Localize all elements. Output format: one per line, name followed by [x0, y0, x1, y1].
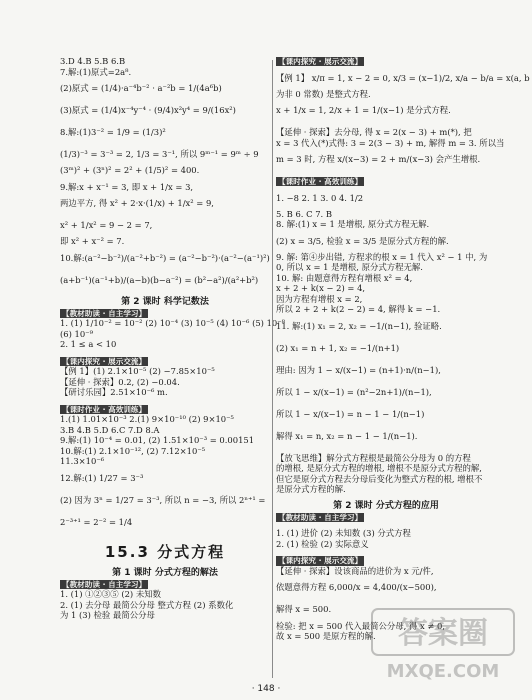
- right-line-18: 所以 2 + 2 + k(2 − 2) = 4, 解得 k = −1.: [276, 304, 441, 314]
- left-line-19: [60, 356, 270, 367]
- left-line-28: 11.3×10⁻⁶: [60, 456, 105, 467]
- left-line-17: (6) 10⁻⁹: [60, 328, 93, 339]
- left-line-27: 10.解:(1) 2.1×10⁻¹², (2) 7.12×10⁻⁵: [60, 445, 206, 456]
- left-line-25: 3.B 4.B 5.D 6.C 7.D 8.A: [60, 424, 160, 435]
- right-line-2: 【例 1】 x/π = 1, x − 2 = 0, x/3 = (x−1)/2, x/a − b/a = x(a, b: [276, 72, 530, 83]
- section-label-box: 【课时作业 · 高效训练】: [62, 404, 147, 414]
- section-label-box: 【课内探究 · 展示交流】: [62, 356, 147, 366]
- right-line-10: 5. B 6. C 7. B: [276, 208, 332, 219]
- left-line-11: 即 x² + x⁻² = 7.: [60, 236, 125, 246]
- right-line-7: m = 3 时, 方程 x/(x−3) = 2 + m/(x−3) 会产生增根.: [276, 154, 481, 164]
- left-line-7: (3ᵐ)² + (3ⁿ)² = 2² + (1/5)² = 400.: [60, 165, 200, 175]
- left-line-35: 1. (1) ①②③⑤ (2) 未知数: [60, 589, 161, 600]
- right-line-26: 的增根, 是原分式方程的增根, 增根不是原分式方程的解,: [276, 463, 482, 473]
- right-line-1: [276, 56, 496, 67]
- left-line-37: 为 1 (3) 检验 最简公分母: [60, 610, 155, 621]
- left-line-30: (2) 因为 3ⁿ = 1/27 = 3⁻³, 所以 n = −3, 所以 2ⁿ⁺¹ =: [60, 494, 266, 505]
- left-line-15: [60, 308, 270, 319]
- right-line-35: 依题意得方程 6,000/x = 4,400/(x−500),: [276, 582, 437, 593]
- left-line-32: 15.3 分式方程: [104, 542, 226, 561]
- right-line-25: 【放飞思维】解分式方程根是最简公分母为 0 的方程: [276, 452, 471, 463]
- right-line-11: 8. 解:(1) x = 1 是增根, 原分式方程无解.: [276, 219, 430, 229]
- right-line-28: 是原分式方程的解.: [276, 484, 346, 494]
- section-label-box: 【教材助读 · 自主学习】: [278, 512, 363, 522]
- right-line-12: (2) x = 3/5, 检验 x = 3/5 是原分式方程的解.: [276, 235, 449, 246]
- left-line-16: 1. (1) 1/10⁻² = 10⁻² (2) 10⁻⁴ (3) 10⁻⁵ (4) 10⁻⁶ (5) 10⁻⁸: [60, 318, 286, 329]
- left-line-13: (a+b⁻¹)(a⁻¹+b)/(a−b)(b−a⁻²) = (b²−a²)/(a²+b²): [60, 274, 259, 285]
- column-divider: [272, 60, 273, 678]
- right-line-15: 10. 解: 由题意得方程有增根 x² = 4,: [276, 272, 413, 283]
- left-line-6: (1/3)⁻³ = 3⁻³ = 2, 1/3 = 3⁻¹, 所以 9ᵐ⁻¹ = 9ᵐ ÷ 9: [60, 149, 259, 159]
- left-line-36: 2. (1) 去分母 最简公分母 整式方程 (2) 系数化: [60, 599, 234, 610]
- right-line-4: x + 1/x = 1, 2/x + 1 = 1/(x−1) 是分式方程.: [276, 105, 451, 115]
- right-line-29: 第 2 课时 分式方程的应用: [333, 500, 439, 511]
- right-line-37: 检验: 把 x = 500 代入最简公分母, 得 x ≠ 0,: [276, 620, 446, 631]
- left-line-1: 3.D 4.B 5.B 6.B: [60, 56, 126, 66]
- page-number: · 148 ·: [251, 684, 281, 694]
- right-line-23: 所以 1 − x/(x−1) = n − 1 − 1/(n−1): [276, 408, 425, 419]
- right-line-36: 解得 x = 500.: [276, 604, 332, 615]
- right-line-33: [276, 555, 496, 566]
- left-line-22: 【研讨乐园】2.51×10⁻⁶ m.: [60, 387, 168, 398]
- right-line-6: x = 3 代入(*)式得: 3 = 2(3 − 3) + m, 解得 m = 3. 所以当: [276, 137, 505, 148]
- right-line-8: [276, 176, 496, 187]
- right-line-31: 1. (1) 进价 (2) 未知数 (3) 分式方程: [276, 528, 411, 539]
- right-line-16: x + 2 + k(x − 2) = 4,: [276, 283, 366, 293]
- right-line-22: 所以 1 − x/(x−1) = (n²−2n+1)/(n−1),: [276, 386, 432, 397]
- right-line-20: (2) x₁ = n + 1, x₂ = −1/(n+1): [276, 342, 400, 353]
- right-column: [276, 56, 530, 642]
- left-line-5: 8.解:(1)3⁻² = 1/9 = (1/3)²: [60, 127, 166, 137]
- right-line-34: 【延伸 · 探索】设该商品的进价为 x 元/件,: [276, 565, 434, 576]
- left-line-10: x² + 1/x² = 9 − 2 = 7,: [60, 220, 153, 230]
- right-line-21: 理由: 因为 1 − x/(x−1) = (n+1)·n/(n−1),: [276, 364, 441, 375]
- right-line-27: 但它是原分式方程去分母后变化为整式方程的根, 增根不: [276, 473, 483, 484]
- left-line-18: 2. 1 ≤ a < 10: [60, 339, 117, 350]
- section-label-box: 【课内探究 · 展示交流】: [278, 556, 363, 566]
- left-line-34: [60, 579, 270, 590]
- left-line-14: 第 2 课时 科学记数法: [121, 296, 209, 307]
- right-line-32: 2. (1) 检验 (2) 实际意义: [276, 538, 369, 549]
- left-line-3: (2)原式 = (1/4)·a⁻⁴b⁻² · a⁻²b = 1/(4a⁶b): [60, 83, 222, 93]
- right-line-13: 9. 解: 第④步出错, 方程求的根 x = 1 代入 x² − 1 中, 为: [276, 251, 488, 262]
- left-line-12: 10.解:(a⁻²−b⁻²)/(a⁻²+b⁻²) = (a⁻²−b⁻²)·(a⁻²−(a⁻¹)²): [60, 252, 270, 263]
- right-line-30: [276, 512, 496, 523]
- left-line-21: 【延伸 · 探索】0.2, (2) −0.04.: [60, 376, 180, 387]
- left-line-29: 12.解:(1) 1/27 = 3⁻³: [60, 472, 144, 483]
- left-column: [60, 56, 286, 621]
- right-line-38: 故 x = 500 是原方程的解.: [276, 631, 376, 642]
- right-line-9: 1. −8 2. 1 3. 0 4. 1/2: [276, 192, 364, 203]
- right-line-14: 0, 所以 x = 1 是增根, 原分式方程无解.: [276, 262, 423, 272]
- watermark-top-text: 答案圈: [398, 616, 488, 651]
- right-line-3: 为非 0 常数) 是整式方程.: [276, 88, 371, 99]
- left-line-4: (3)原式 = (1/4)x⁻⁴y⁻⁴ · (9/4)x²y⁴ = 9/(16x²): [60, 105, 236, 115]
- left-line-26: 9.解:(1) 10⁻⁴ = 0.01, (2) 1.51×10⁻³ = 0.00151: [60, 435, 255, 446]
- left-line-23: [60, 404, 270, 415]
- section-label-box: 【教材助读 · 自主学习】: [62, 579, 147, 589]
- left-line-20: 【例 1】(1) 2.1×10⁻⁵ (2) −7.85×10⁻⁵: [60, 366, 215, 377]
- right-line-19: 11. 解:(1) x₁ = 2, x₂ = −1/(n−1), 验证略.: [276, 320, 442, 331]
- right-line-24: 解得 x₁ = n, x₂ = n − 1 − 1/(n−1).: [276, 430, 418, 441]
- right-line-17: 因为方程有增根 x = 2,: [276, 293, 363, 304]
- left-line-31: 2⁻³⁺¹ = 2⁻² = 1/4: [60, 516, 133, 527]
- left-line-24: 1.(1) 1.01×10⁻³ 2.(1) 9×10⁻¹⁰ (2) 9×10⁻⁵: [60, 414, 234, 425]
- left-line-9: 两边平方, 得 x² + 2·x·(1/x) + 1/x² = 9,: [60, 198, 214, 208]
- watermark-stamp: [368, 605, 518, 685]
- section-label-box: 【教材助读 · 自主学习】: [62, 308, 147, 318]
- watermark-bottom-text: MXQE.COM: [386, 661, 500, 682]
- section-label-box: 【课内探究 · 展示交流】: [278, 57, 363, 66]
- left-line-33: 第 1 课时 分式方程的解法: [112, 567, 218, 578]
- left-line-2: 7.解:(1)原式=2a⁸.: [60, 66, 132, 77]
- left-line-8: 9.解:x + x⁻¹ = 3, 即 x + 1/x = 3,: [60, 181, 194, 192]
- section-label-box: 【课时作业 · 高效训练】: [278, 177, 363, 186]
- right-line-5: 【延伸 · 探索】去分母, 得 x = 2(x − 3) + m(*), 把: [276, 127, 472, 137]
